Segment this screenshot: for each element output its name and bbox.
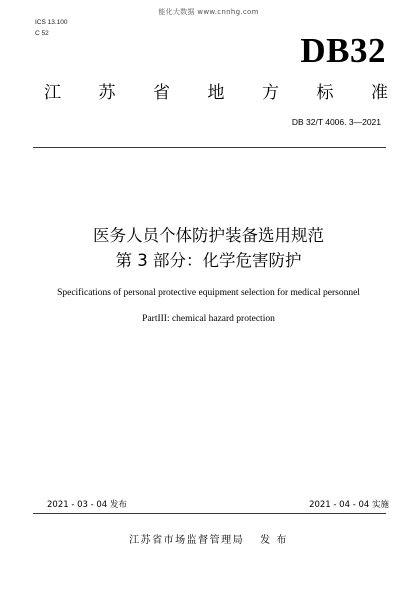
implementation-date: 2021 - 04 - 04 实施 [309,500,389,510]
heading-char: 准 [371,83,388,103]
ccs-code: C 52 [35,30,49,37]
heading-char: 地 [207,83,225,103]
title-english-main: Specifications of personal protective equipment selection for medical personnel [57,288,360,298]
heading-char: 省 [153,83,170,103]
heading-char: 标 [316,83,334,103]
heading-char: 方 [262,83,279,103]
issuer-line [0,535,417,547]
db32-logo: DB32 [300,31,386,70]
watermark-text: 能化大数据 www.cnnhg.com [158,8,259,16]
issuer-name: 江苏省市场监督管理局 [129,535,245,546]
title-chinese-part: 第 3 部分：化学危害防护 [115,251,302,270]
top-divider [33,147,386,148]
title-english-part: PartIII: chemical hazard protection [142,314,275,324]
heading-char: 江 [44,83,61,103]
title-chinese-main: 医务人员个体防护装备选用规范 [93,226,324,245]
bottom-divider [33,513,386,514]
ics-code: ICS 13.100 [35,19,68,26]
heading-char: 苏 [98,83,116,103]
issue-date: 2021 - 03 - 04 发布 [47,500,127,510]
standard-category-heading [44,83,388,103]
issuer-action: 发 布 [260,535,288,546]
standard-number: DB 32/T 4006. 3—2021 [291,117,381,127]
